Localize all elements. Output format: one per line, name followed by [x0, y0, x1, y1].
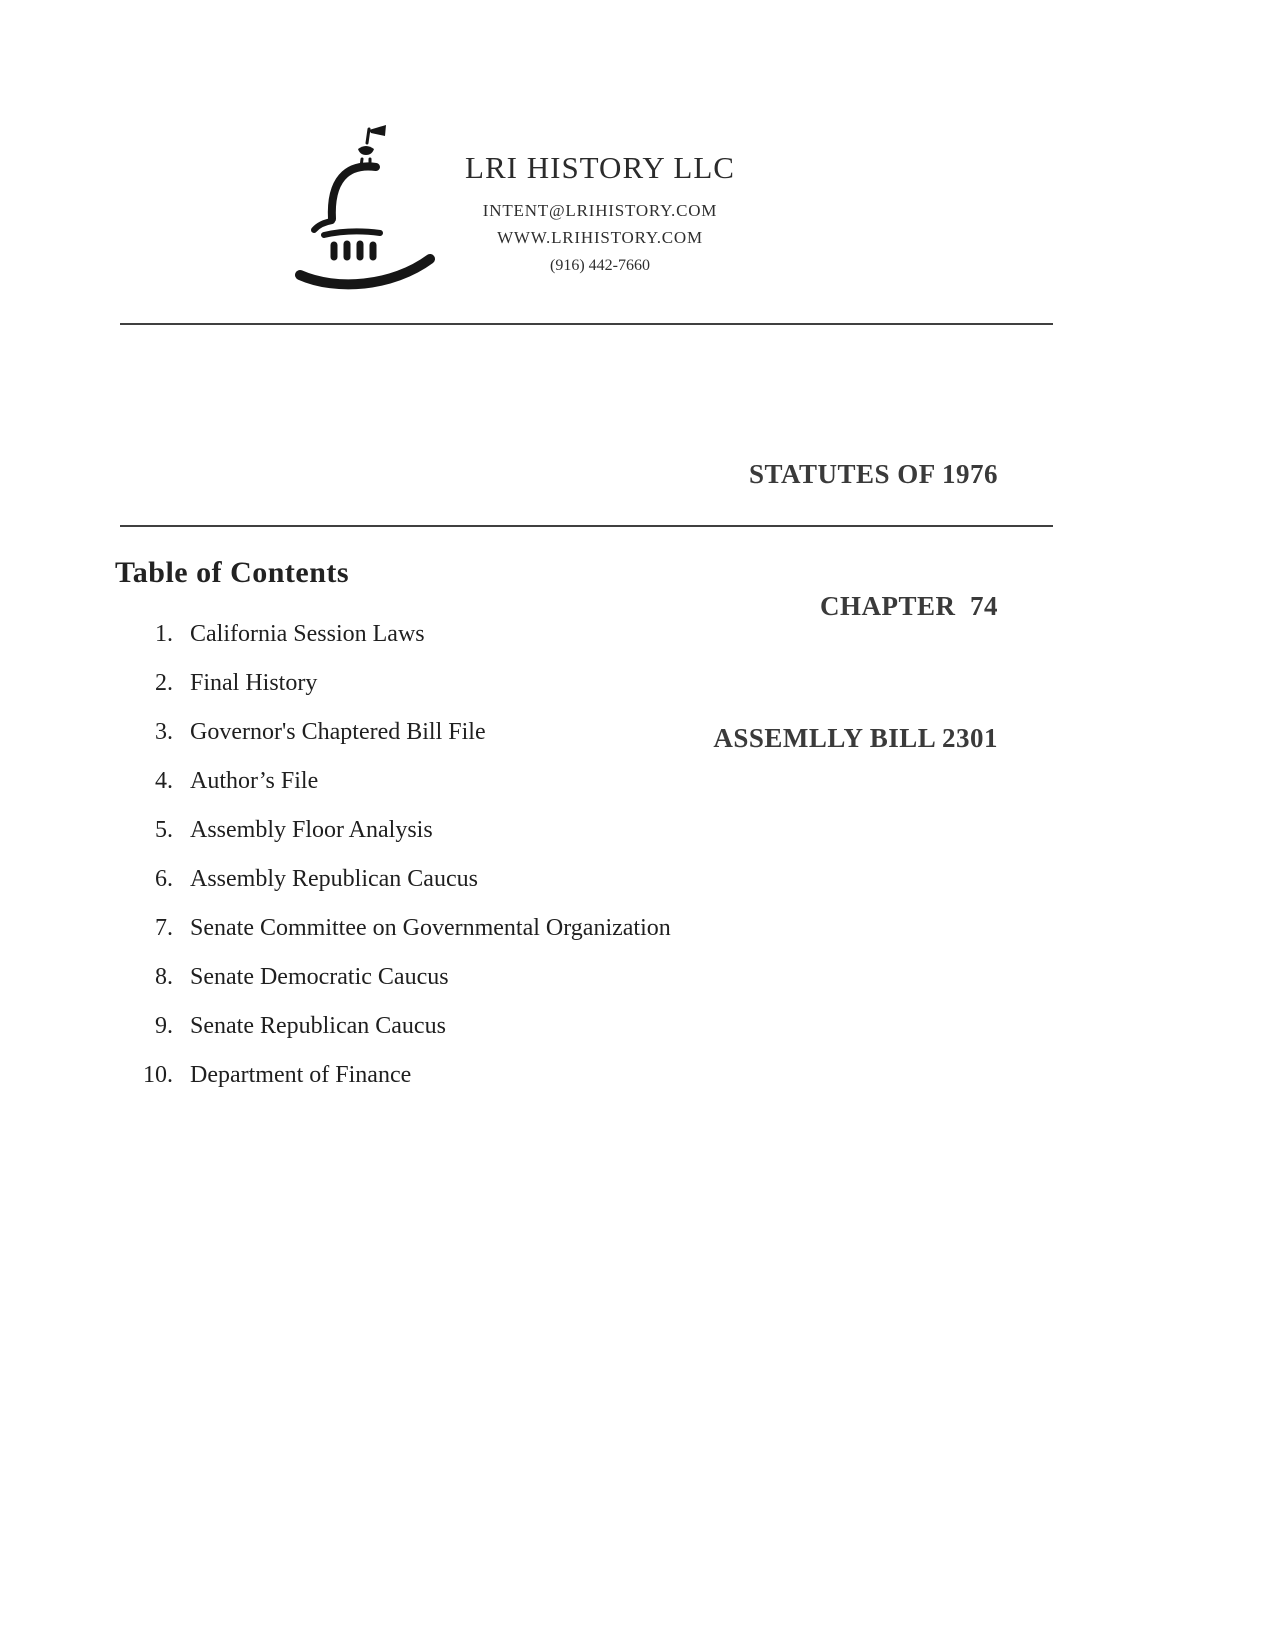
toc-item-number: 4. — [155, 768, 173, 794]
toc-item-number: 6. — [155, 866, 173, 892]
statute-title-line: CHAPTER 74 — [819, 591, 998, 621]
toc-item — [126, 816, 671, 845]
toc-item-label: Senate Committee on Governmental Organization — [190, 915, 671, 941]
contact-phone: (916) 442-7660 — [550, 257, 650, 274]
toc-item-label: Final History — [190, 670, 318, 696]
toc-item-label: Senate Democratic Caucus — [190, 964, 449, 990]
toc-item-label: Author’s File — [190, 768, 319, 794]
toc-item-number: 10. — [143, 1062, 173, 1088]
toc-item-label: Assembly Floor Analysis — [190, 817, 433, 843]
statute-title-line: ASSEMLLY BILL 2301 — [713, 723, 998, 753]
letterhead — [425, 150, 775, 275]
toc-item — [126, 914, 671, 943]
company-name: LRI HISTORY LLC — [465, 150, 735, 185]
toc-item-number: 1. — [155, 621, 173, 647]
toc-item — [126, 669, 671, 698]
toc-item-number: 7. — [155, 915, 173, 941]
divider-top — [120, 323, 1053, 325]
toc-item — [126, 718, 671, 747]
toc-item — [126, 1012, 671, 1041]
toc-item-number: 9. — [155, 1013, 173, 1039]
toc-item-label: Senate Republican Caucus — [190, 1013, 446, 1039]
toc-item-label: Assembly Republican Caucus — [190, 866, 478, 892]
toc-item — [126, 1061, 671, 1090]
toc-list — [126, 620, 671, 1110]
statute-title-line: STATUTES OF 1976 — [748, 459, 998, 489]
capitol-dome-logo — [292, 122, 442, 294]
toc-item — [126, 865, 671, 894]
toc-item — [126, 620, 671, 649]
toc-item-number: 2. — [155, 670, 173, 696]
toc-item-number: 5. — [155, 817, 173, 843]
toc-heading: Table of Contents — [115, 556, 350, 589]
toc-item — [126, 767, 671, 796]
toc-item-label: Department of Finance — [190, 1062, 412, 1088]
toc-item-label: California Session Laws — [190, 621, 425, 647]
contact-website: WWW.LRIHISTORY.COM — [497, 228, 703, 247]
toc-item-number: 3. — [155, 719, 173, 745]
toc-item — [126, 963, 671, 992]
capitol-dome-icon — [292, 281, 442, 298]
statute-title-block — [713, 364, 998, 848]
toc-item-label: Governor's Chaptered Bill File — [190, 719, 486, 745]
toc-item-number: 8. — [155, 964, 173, 990]
contact-email: INTENT@LRIHISTORY.COM — [482, 201, 718, 220]
